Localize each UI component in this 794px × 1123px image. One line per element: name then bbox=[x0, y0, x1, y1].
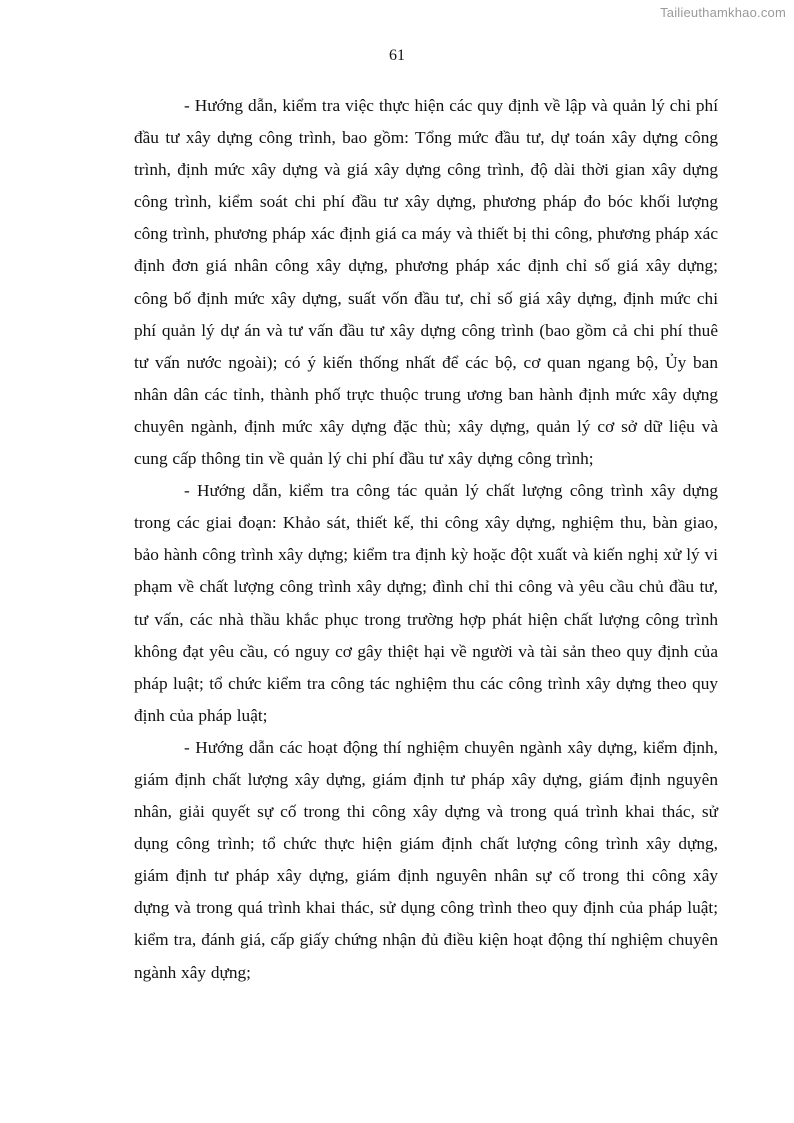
watermark: Tailieuthamkhao.com bbox=[660, 5, 786, 20]
paragraph-cost-management: - Hướng dẫn, kiểm tra việc thực hiện các quy định về lập và quản lý chi phí đầu tư xây dựng công trình, bao gồm: Tổng mức đầu tư, dự toán xây dựng công trình, định mức xây dựng và giá xây dựng công trình, độ dài thời gian xây dựng công trình, kiểm soát chi phí đầu tư xây dựng, phương pháp đo bóc khối lượng công trình, phương pháp xác định giá ca máy và thiết bị thi công, phương pháp xác định đơn giá nhân công xây dựng, phương pháp xác định chỉ số giá xây dựng; công bố định mức xây dựng, suất vốn đầu tư, chỉ số giá xây dựng, định mức chi phí quản lý dự án và tư vấn đầu tư xây dựng công trình (bao gồm cả chi phí thuê tư vấn nước ngoài); có ý kiến thống nhất để các bộ, cơ quan ngang bộ, Ủy ban nhân dân các tỉnh, thành phố trực thuộc trung ương ban hành định mức xây dựng chuyên ngành, định mức xây dựng đặc thù; xây dựng, quản lý cơ sở dữ liệu và cung cấp thông tin về quản lý chi phí đầu tư xây dựng công trình; bbox=[134, 96, 718, 469]
page-number: 61 bbox=[389, 47, 405, 64]
paragraph-quality-management: - Hướng dẫn, kiểm tra công tác quản lý chất lượng công trình xây dựng trong các giai đoạn: Khảo sát, thiết kế, thi công xây dựng, nghiệm thu, bàn giao, bảo hành công trình xây dựng; kiểm tra định kỳ hoặc đột xuất và kiến nghị xử lý vi phạm về chất lượng công trình xây dựng; đình chỉ thi công và yêu cầu chủ đầu tư, tư vấn, các nhà thầu khắc phục trong trường hợp phát hiện chất lượng công trình không đạt yêu cầu, có nguy cơ gây thiệt hại về người và tài sản theo quy định của pháp luật; tổ chức kiểm tra công tác nghiệm thu các công trình xây dựng theo quy định của pháp luật; bbox=[134, 481, 718, 725]
document-body bbox=[134, 90, 718, 989]
paragraph-testing-inspection: - Hướng dẫn các hoạt động thí nghiệm chuyên ngành xây dựng, kiểm định, giám định chất lượng xây dựng, giám định tư pháp xây dựng, giám định nguyên nhân, giải quyết sự cố trong thi công xây dựng và trong quá trình khai thác, sử dụng công trình; tổ chức thực hiện giám định chất lượng công trình xây dựng, giám định tư pháp xây dựng, giám định nguyên nhân sự cố trong thi công xây dựng và trong quá trình khai thác, sử dụng công trình theo quy định của pháp luật; kiểm tra, đánh giá, cấp giấy chứng nhận đủ điều kiện hoạt động thí nghiệm chuyên ngành xây dựng; bbox=[134, 737, 718, 982]
